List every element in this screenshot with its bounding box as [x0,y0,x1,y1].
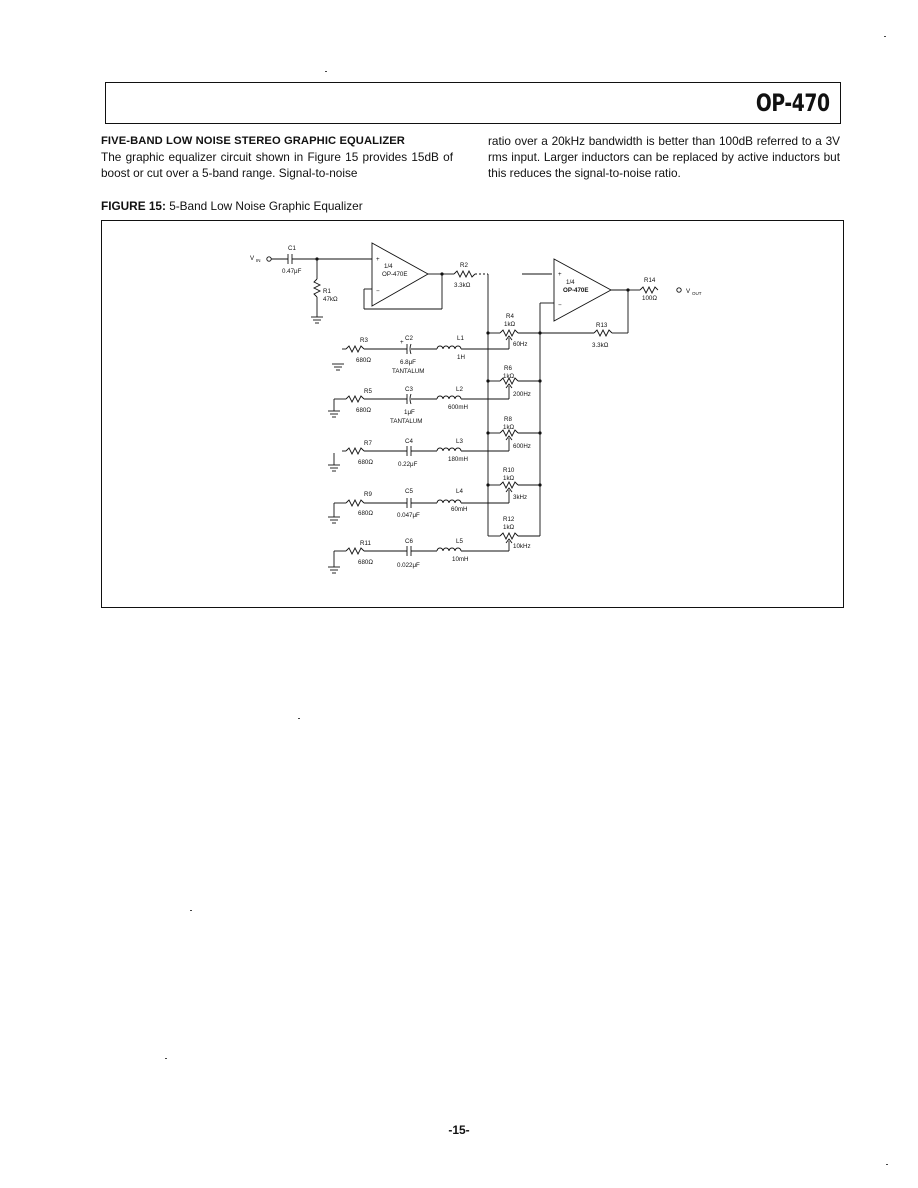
op1-fraction: 1/4 [384,263,393,270]
figure-box [101,220,844,608]
band2-r-value: 680Ω [356,407,371,414]
band4-pot-label: R10 [503,467,515,474]
band2-pot-value: 1kΩ [503,373,515,380]
equalizer-schematic [102,221,843,607]
vout-subscript: OUT [692,291,702,296]
r14-symbol [640,287,658,293]
op2-part: OP-470E [563,287,589,294]
header-box [105,82,841,124]
r1-label: R1 [323,288,331,295]
r2-label: R2 [460,262,468,269]
band4-l-label: L4 [456,488,463,495]
r13-symbol [594,330,612,336]
band4-freq: 3kHz [513,494,528,501]
band3-freq: 600Hz [513,443,531,450]
band3-l-label: L3 [456,438,463,445]
figure-caption [101,199,363,213]
band1-c-label: C2 [405,335,413,342]
band4-r-label: R9 [364,491,372,498]
band3-r-value: 680Ω [358,459,373,466]
page-number: -15- [448,1123,470,1137]
scan-speck [165,1058,167,1059]
vin-subscript: IN [256,258,261,263]
band-3 [328,446,509,471]
band4-l-value: 60mH [451,506,468,513]
band1-freq: 60Hz [513,341,528,348]
c1-value: 0.47μF [282,268,302,275]
r1-symbol [314,279,320,297]
r2-value: 3.3kΩ [454,282,471,289]
band3-c-value: 0.22μF [398,461,418,468]
scan-speck [884,36,886,37]
band2-pot-label: R6 [504,365,512,372]
band1-c-plus: + [400,339,404,346]
body-text-right: ratio over a 20kHz bandwidth is better than 100dB referred to a 3V rms input. Larger inductors can be replaced by active inductors but this reduces the signal-to-noise ratio. [488,134,840,181]
band5-c-label: C6 [405,538,413,545]
r14-label: R14 [644,277,656,284]
band5-r-label: R11 [360,540,371,547]
band3-r-label: R7 [364,440,372,447]
band1-pot-value: 1kΩ [504,321,516,328]
text-column-left [101,133,453,182]
band1-pot-label: R4 [506,313,514,320]
band4-c-label: C5 [405,488,413,495]
band4-r-value: 680Ω [358,510,373,517]
band2-l-label: L2 [456,386,463,393]
band5-r-value: 680Ω [358,559,373,566]
r13-label: R13 [596,322,608,329]
c1-label: C1 [288,245,296,252]
band4-pot-value: 1kΩ [503,475,515,482]
band2-freq: 200Hz [513,391,531,398]
vout-terminal [677,288,681,292]
scan-speck [190,910,192,911]
op1-minus: − [376,288,380,295]
vout-label: V [686,288,691,295]
band5-l-label: L5 [456,538,463,545]
op2-plus: + [558,271,562,278]
band3-pot-value: 1kΩ [503,424,515,431]
band5-c-value: 0.022μF [397,562,420,569]
r2-symbol [454,271,475,277]
scan-speck [325,71,327,72]
band2-c-note: TANTALUM [390,418,423,425]
figure-label: FIGURE 15: [101,199,166,213]
body-text-left: The graphic equalizer circuit shown in Figure 15 provides 15dB of boost or cut over a 5-band range. Signal-to-noise [101,150,453,181]
band3-pot-label: R8 [504,416,512,423]
band4-c-value: 0.047μF [397,512,420,519]
scan-speck [298,718,300,719]
op2-fraction: 1/4 [566,279,575,286]
vin-label: V [250,255,255,262]
band5-l-value: 10mH [452,556,469,563]
r13-value: 3.3kΩ [592,342,609,349]
r14-value: 100Ω [642,295,657,302]
op2-minus: − [558,302,562,309]
part-number: OP-470 [756,89,830,117]
band3-l-value: 180mH [448,456,468,463]
band-4 [328,498,509,523]
band2-c-value: 1μF [404,409,415,416]
band5-pot-value: 1kΩ [503,524,515,531]
band1-c-note: TANTALUM [392,368,425,375]
band1-r-label: R3 [360,337,368,344]
band2-r-label: R5 [364,388,372,395]
band2-l-value: 600mH [448,404,468,411]
band1-l-label: L1 [457,335,464,342]
band1-l-value: 1H [457,354,465,361]
op1-plus: + [376,256,380,263]
band1-r-value: 680Ω [356,357,371,364]
r1-value: 47kΩ [323,296,338,303]
vin-terminal [267,257,271,261]
band3-c-label: C4 [405,438,413,445]
band2-c-label: C3 [405,386,413,393]
scan-speck [886,1164,888,1165]
op1-part: OP-470E [382,271,408,278]
band5-freq: 10kHz [513,543,531,550]
band5-pot-label: R12 [503,516,515,523]
section-title: FIVE-BAND LOW NOISE STEREO GRAPHIC EQUALIZER [101,135,405,147]
figure-title: 5-Band Low Noise Graphic Equalizer [169,199,363,213]
band1-c-value: 6.8μF [400,359,416,366]
